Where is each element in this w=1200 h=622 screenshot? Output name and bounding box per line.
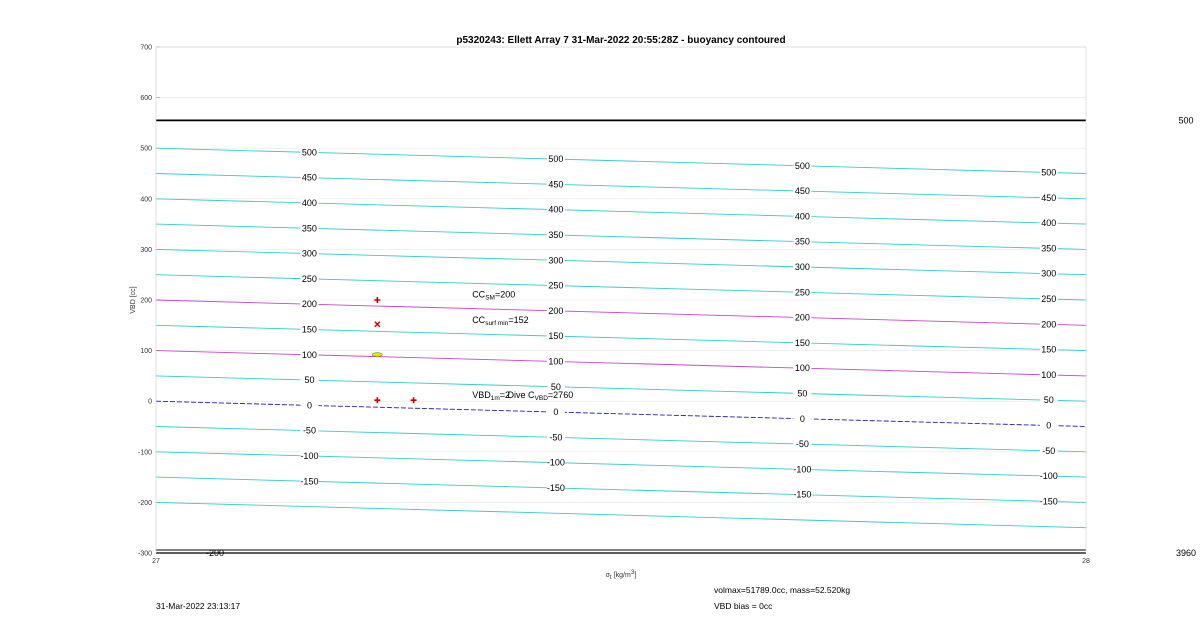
contour-line xyxy=(156,376,1086,401)
contour-label: 450 xyxy=(301,172,317,183)
contour-line xyxy=(156,224,1086,249)
annotation-value: =2760 xyxy=(547,390,574,401)
marker-plus xyxy=(374,297,380,303)
contour-label: 0 xyxy=(306,400,312,411)
annotation xyxy=(472,390,510,402)
y-tick-label: 300 xyxy=(140,246,152,254)
contour-line xyxy=(156,174,1086,199)
x-axis-label: σt [kg/m3] xyxy=(605,569,637,581)
contour-label: 200 xyxy=(301,299,317,310)
footer-volmax: volmax=51789.0cc, mass=52.520kg xyxy=(714,585,851,595)
annotation-subscript: SM xyxy=(485,294,495,302)
contour-label: -150 xyxy=(300,476,319,487)
contour-label: -100 xyxy=(793,464,812,475)
contour-label: 0 xyxy=(553,407,559,418)
contour-label: 250 xyxy=(548,280,564,291)
contour-line xyxy=(156,477,1086,502)
contour-label: 350 xyxy=(794,236,810,247)
contour-label: 500 xyxy=(1041,167,1057,178)
contour-label: -100 xyxy=(300,450,319,461)
contour-label: 400 xyxy=(548,204,564,215)
contour-label: -50 xyxy=(795,439,809,450)
contour-label: 500 xyxy=(548,154,564,165)
marker-x xyxy=(375,322,380,327)
grid xyxy=(156,47,1086,553)
contour-label: 300 xyxy=(548,255,564,266)
y-tick-label: 200 xyxy=(140,297,152,305)
contour-label: 200 xyxy=(1041,319,1057,330)
contour-label: 250 xyxy=(794,287,810,298)
contour-label: 400 xyxy=(794,211,810,222)
annotation xyxy=(508,390,574,402)
contour-label: 100 xyxy=(301,349,317,360)
contour-label: 0 xyxy=(1046,420,1052,431)
contour-line xyxy=(156,275,1086,300)
contour-label: -100 xyxy=(546,457,565,468)
y-tick-label: 700 xyxy=(140,44,152,52)
y-tick-label: -200 xyxy=(137,499,152,507)
annotation xyxy=(472,289,515,301)
contour-line xyxy=(156,199,1086,224)
reference-line-label: 3960 xyxy=(1175,548,1197,558)
footer-vbd-bias: VBD bias = 0cc xyxy=(714,601,773,611)
annotation-main: Dive C xyxy=(507,390,535,401)
marker-dot xyxy=(372,353,382,357)
contour-label: 0 xyxy=(799,413,805,424)
annotation xyxy=(472,315,528,327)
contour-label: 400 xyxy=(301,197,317,208)
contour-label: 100 xyxy=(1041,369,1057,380)
contour-label: 150 xyxy=(301,324,317,335)
footer-timestamp: 31-Mar-2022 23:13:17 xyxy=(156,601,241,611)
marker-plus xyxy=(411,397,417,403)
contour-label: 250 xyxy=(301,273,317,284)
contour-label: 150 xyxy=(794,337,810,348)
contour-label: 100 xyxy=(794,363,810,374)
contour-label: -150 xyxy=(546,482,565,493)
contour-line xyxy=(156,401,1086,426)
contour-line xyxy=(156,351,1086,376)
contour-label: 450 xyxy=(794,186,810,197)
contour-label: 50 xyxy=(550,381,561,392)
contour-labels xyxy=(206,147,1058,558)
contour-label: 100 xyxy=(548,356,564,367)
annotation-main: CC xyxy=(472,289,486,300)
contour-label: -100 xyxy=(1039,471,1058,482)
y-tick-label: 100 xyxy=(140,348,152,356)
contour-label: 200 xyxy=(794,312,810,323)
contour-label: 150 xyxy=(1041,344,1057,355)
annotation-value: =152 xyxy=(508,314,529,325)
x-tick-label: 28 xyxy=(1082,558,1090,565)
contour-label-corner: -200 xyxy=(205,548,225,558)
contour-line xyxy=(156,452,1086,477)
annotation-subscript: 1m xyxy=(490,395,500,403)
contour-label: 250 xyxy=(1041,293,1057,304)
annotation-value: =200 xyxy=(494,289,516,300)
contour-label: 450 xyxy=(1041,192,1057,203)
annotation-subscript: surf min xyxy=(485,319,509,327)
tick-labels xyxy=(138,45,1090,566)
contour-label: 350 xyxy=(1041,243,1057,254)
contour-label: 300 xyxy=(794,261,810,272)
contour-label: -150 xyxy=(793,489,812,500)
y-tick-label: -100 xyxy=(137,449,152,457)
contour-line xyxy=(156,148,1086,173)
chart-title: p5320243: Ellett Array 7 31-Mar-2022 20:55:28Z - buoyancy contoured xyxy=(456,35,786,46)
markers xyxy=(372,297,416,403)
contour-label: 200 xyxy=(548,305,564,316)
contour-label: -50 xyxy=(1042,445,1056,456)
contour-label: 450 xyxy=(548,179,564,190)
contour-label: 300 xyxy=(301,248,317,259)
contour-line xyxy=(156,249,1086,274)
contour-line xyxy=(156,502,1086,527)
annotation-value: =2 xyxy=(499,390,511,401)
contour-label: 400 xyxy=(1041,218,1057,229)
contour-label: 350 xyxy=(301,223,317,234)
contour-label: 150 xyxy=(548,331,564,342)
annotation-main: CC xyxy=(472,314,486,325)
contour-label: 500 xyxy=(301,147,317,158)
contour-lines xyxy=(156,148,1086,528)
y-tick-label: 0 xyxy=(148,398,152,406)
reference-line-label: 500 xyxy=(1178,115,1194,126)
y-tick-label: 400 xyxy=(140,196,152,204)
contour-label: 50 xyxy=(797,388,808,399)
contour-label: 350 xyxy=(548,229,564,240)
contour-label: -150 xyxy=(1039,496,1058,507)
contour-label: 50 xyxy=(1043,395,1054,406)
x-tick-label: 27 xyxy=(152,558,160,565)
contour-label: 50 xyxy=(304,375,315,386)
contour-label: 300 xyxy=(1041,268,1057,279)
contour-label: -50 xyxy=(549,432,563,443)
contour-label: -50 xyxy=(302,425,316,436)
annotation-main: VBD xyxy=(472,390,491,401)
contour-label: 500 xyxy=(794,160,810,171)
y-tick-label: 500 xyxy=(140,145,152,153)
y-axis-label: VBD [cc] xyxy=(130,286,137,314)
contour-line xyxy=(156,325,1086,350)
annotation-subscript: VBD xyxy=(534,395,548,403)
contour-line xyxy=(156,427,1086,452)
y-tick-label: -300 xyxy=(137,550,152,558)
marker-plus xyxy=(374,397,380,403)
y-tick-label: 600 xyxy=(140,95,152,103)
contour-line xyxy=(156,300,1086,325)
